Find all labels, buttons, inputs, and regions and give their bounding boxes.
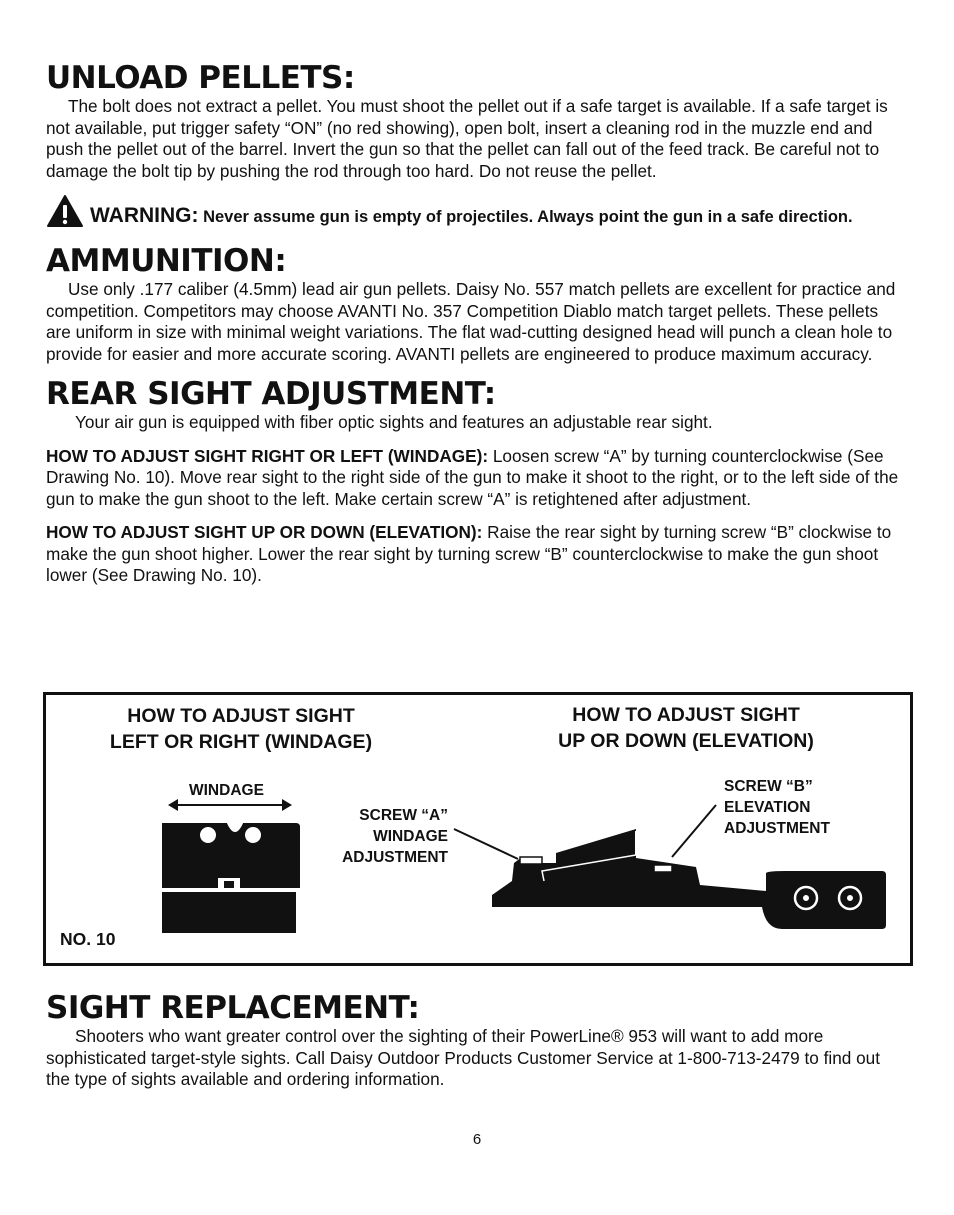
sight-adjustment-drawing bbox=[43, 692, 913, 966]
ammunition-heading: AMMUNITION: bbox=[46, 243, 287, 279]
sight-replacement-heading: SIGHT REPLACEMENT: bbox=[46, 990, 420, 1026]
figure-left-heading: HOW TO ADJUST SIGHT LEFT OR RIGHT (WINDAGE) bbox=[109, 705, 373, 753]
drawing-number: NO. 10 bbox=[60, 929, 116, 949]
windage-label: WINDAGE bbox=[189, 782, 264, 799]
rear-sight-intro: Your air gun is equipped with fiber optic sights and features an adjustable rear sight. bbox=[75, 412, 713, 432]
warning-label: WARNING: bbox=[90, 204, 199, 227]
ammunition-body: Use only .177 caliber (4.5mm) lead air gun pellets. Daisy No. 557 match pellets are excellent for practice and competition. Competitors may choose AVANTI No. 357 Competition Diablo match target pellets. These pellets are uniform in size with minimal weight variations. The flat wad-cutting designed head will punch a clean hole to provide for easier and more accurate scoring. AVANTI pellets are engineered to produce maximum accuracy. bbox=[46, 279, 896, 364]
figure-right-heading: HOW TO ADJUST SIGHT UP OR DOWN (ELEVATION) bbox=[558, 704, 814, 752]
elevation-heading: HOW TO ADJUST SIGHT UP OR DOWN (ELEVATION): bbox=[46, 522, 483, 542]
elevation-text: Raise the rear sight by turning screw “B” clockwise to make the gun shoot higher. Lower the rear sight by turning screw “B” counterclockwise to make the gun shoot lower (See Drawing No. 10). bbox=[46, 522, 892, 585]
sight-replacement-section bbox=[46, 990, 906, 1091]
rear-sight-side-view bbox=[492, 829, 886, 929]
screw-a-label: SCREW “A” WINDAGE ADJUSTMENT bbox=[342, 807, 448, 866]
elevation-paragraph bbox=[46, 522, 906, 587]
windage-arrow bbox=[168, 799, 292, 811]
warning-triangle-icon bbox=[46, 194, 84, 228]
screw-b-pointer bbox=[672, 805, 716, 857]
screw-b-label: SCREW “B” ELEVATION ADJUSTMENT bbox=[724, 778, 830, 837]
screw-a-pointer bbox=[454, 829, 518, 859]
windage-text: Loosen screw “A” by turning counterclockwise (See Drawing No. 10). Move rear sight to the right side of the gun to make it shoot to the right, or to the left side of the gun to make the gun shoot to the left. Make certain screw “A” is retightened after adjustment. bbox=[46, 445, 899, 509]
warning-notice bbox=[46, 194, 906, 229]
rear-sight-front-view bbox=[162, 821, 300, 933]
rear-sight-heading: REAR SIGHT ADJUSTMENT: bbox=[46, 376, 496, 412]
warning-text: Never assume gun is empty of projectiles. Always point the gun in a safe direction. bbox=[203, 208, 853, 226]
sight-replacement-body: Shooters who want greater control over the sighting of their PowerLine® 953 will want to add more sophisticated target-style sights. Call Daisy Outdoor Products Customer Service at 1-800-713-2479 to find out the type of sights available and ordering information. bbox=[46, 1026, 881, 1089]
drawing-illustration bbox=[46, 695, 910, 963]
page-content bbox=[46, 60, 906, 587]
unload-pellets-body: The bolt does not extract a pellet. You must shoot the pellet out if a safe target is available. If a safe target is not available, put trigger safety “ON” (no red showing), open bolt, insert a cleaning rod in the muzzle end and push the pellet out of the barrel. Invert the gun so that the pellet can fall out of the feed track. Be careful not to damage the bolt tip by pushing the rod through too hard. Do not reuse the pellet. bbox=[46, 96, 888, 181]
page-number: 6 bbox=[472, 1131, 482, 1148]
windage-paragraph bbox=[46, 446, 906, 511]
windage-heading: HOW TO ADJUST SIGHT RIGHT OR LEFT (WINDAGE): bbox=[46, 445, 489, 466]
unload-pellets-heading: UNLOAD PELLETS: bbox=[46, 60, 355, 96]
